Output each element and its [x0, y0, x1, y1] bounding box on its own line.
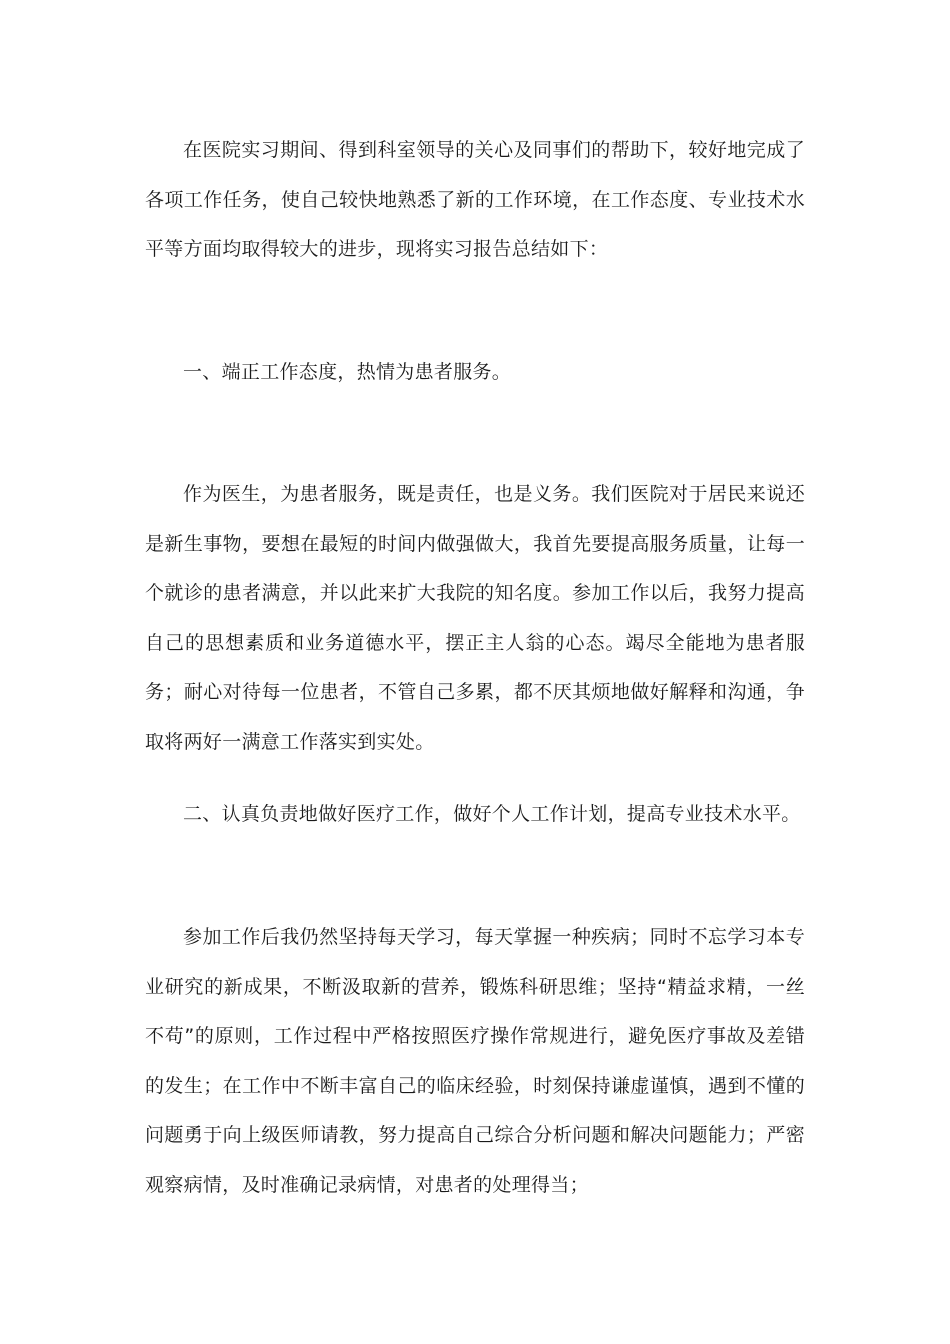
section-1-body: 作为医生，为患者服务，既是责任，也是义务。我们医院对于居民来说还是新生事物，要想在最短的时间内做强做大，我首先要提高服务质量，让每一个就诊的患者满意，并以此来扩大我院的知名度。参加工作以后，我努力提高自己的思想素质和业务道德水平，摆正主人翁的心态。竭尽全能地为患者服务；耐心对待每一位患者，不管自己多累，都不厌其烦地做好解释和沟通，争取将两好一满意工作落实到实处。 [145, 483, 805, 753]
section-1-heading: 一、端正工作态度，热情为患者服务。 [183, 361, 512, 383]
intro-paragraph: 在医院实习期间、得到科室领导的关心及同事们的帮助下，较好地完成了各项工作任务，使自己较快地熟悉了新的工作环境，在工作态度、专业技术水平等方面均取得较大的进步，现将实习报告总结如下： [145, 139, 805, 260]
section-2-heading: 二、认真负责地做好医疗工作，做好个人工作计划，提高专业技术水平。 [183, 803, 801, 825]
section-2-body: 参加工作后我仍然坚持每天学习，每天掌握一种疾病；同时不忘学习本专业研究的新成果，不断汲取新的营养，锻炼科研思维；坚持“精益求精，一丝不苟”的原则，工作过程中严格按照医疗操作常规进行，避免医疗事故及差错的发生；在工作中不断丰富自己的临床经验，时刻保持谦虚谨慎，遇到不懂的问题勇于向上级医师请教，努力提高自己综合分析问题和解决问题能力；严密观察病情，及时准确记录病情，对患者的处理得当； [145, 926, 805, 1196]
